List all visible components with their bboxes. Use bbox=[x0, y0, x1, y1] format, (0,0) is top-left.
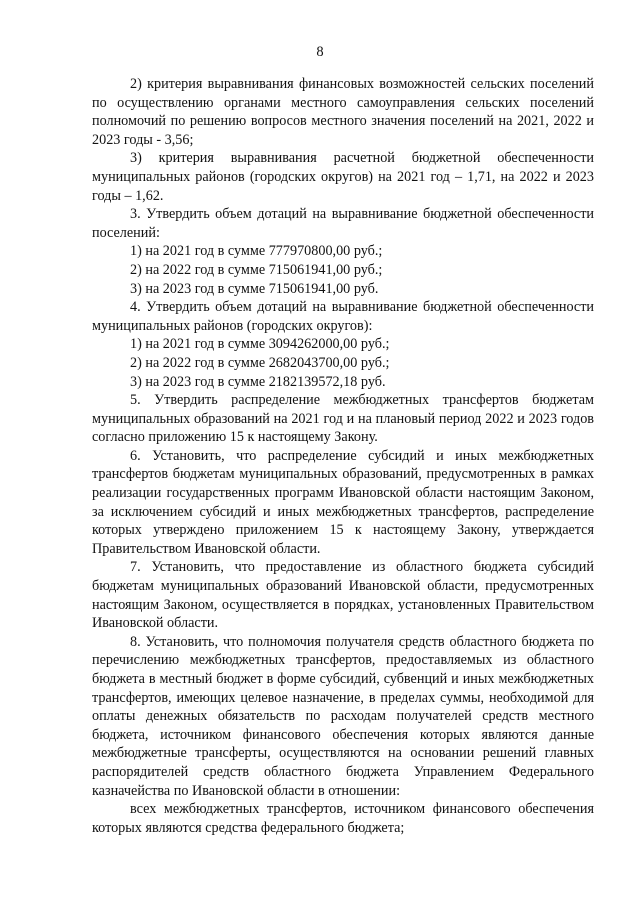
list-item-settlements-2022: 2) на 2022 год в сумме 715061941,00 руб.; bbox=[130, 261, 383, 278]
paragraph-criterion-2: 2) критерия выравнивания финансовых возможностей сельских поселений по осуществлению органами местного самоуправления сельских поселений полномочий по решению вопросов местного значения поселений на 2021, 2022 и 2023 годы - 3,56; bbox=[92, 76, 594, 148]
list-item-districts-2022: 2) на 2022 год в сумме 2682043700,00 руб.; bbox=[130, 354, 390, 371]
paragraph-item-5: 5. Утвердить распределение межбюджетных трансфертов бюджетам муниципальных образований на 2021 год и на плановый период 2022 и 2023 годов согласно приложению 15 к настоящему Закону. bbox=[92, 392, 594, 446]
list-item-settlements-2023: 3) на 2023 год в сумме 715061941,00 руб. bbox=[130, 280, 379, 297]
paragraph-item-4: 4. Утвердить объем дотаций на выравнивание бюджетной обеспеченности муниципальных районов (городских округов): bbox=[92, 299, 594, 334]
list-item-districts-2023: 3) на 2023 год в сумме 2182139572,18 руб. bbox=[130, 373, 386, 390]
paragraph-item-3: 3. Утвердить объем дотаций на выравнивание бюджетной обеспеченности поселений: bbox=[92, 206, 594, 241]
page-number: 8 bbox=[316, 44, 324, 60]
paragraph-federal-transfers: всех межбюджетных трансфертов, источником финансового обеспечения которых являются средства федерального бюджета; bbox=[92, 801, 594, 836]
paragraph-criterion-3: 3) критерия выравнивания расчетной бюджетной обеспеченности муниципальных районов (городских округов) на 2021 год – 1,71, на 2022 и 2023 годы – 1,62. bbox=[92, 150, 594, 204]
document-body bbox=[92, 75, 594, 837]
paragraph-item-7: 7. Установить, что предоставление из областного бюджета субсидий бюджетам муниципальных образований Ивановской области, предусмотренных настоящим Законом, осуществляется в порядках, установленных Правительством Ивановской области. bbox=[92, 559, 594, 632]
list-item-settlements-2021: 1) на 2021 год в сумме 777970800,00 руб.; bbox=[130, 243, 383, 260]
paragraph-item-6: 6. Установить, что распределение субсидий и иных межбюджетных трансфертов бюджетам муниципальных образований, предусмотренных в рамках реализации государственных программ Ивановской области настоящим Законом, за исключением субсидий и иных межбюджетных трансфертов, распределение которых утверждено приложением 15 к настоящему Закону, утверждается Правительством Ивановской области. bbox=[92, 447, 594, 557]
list-item-districts-2021: 1) на 2021 год в сумме 3094262000,00 руб.; bbox=[130, 336, 390, 353]
paragraph-item-8: 8. Установить, что полномочия получателя средств областного бюджета по перечислению межбюджетных трансфертов, предоставляемых из областного бюджета в местный бюджет в форме субсидий, субвенций и иных межбюджетных трансфертов, имеющих целевое назначение, в пределах суммы, необходимой для оплаты денежных обязательств по расходам получателей средств местного бюджета, источником финансового обеспечения которых являются данные межбюджетные трансферты, осуществляются на основании решений главных распорядителей средств областного бюджета Управлением Федерального казначейства по Ивановской области в отношении: bbox=[92, 633, 594, 799]
